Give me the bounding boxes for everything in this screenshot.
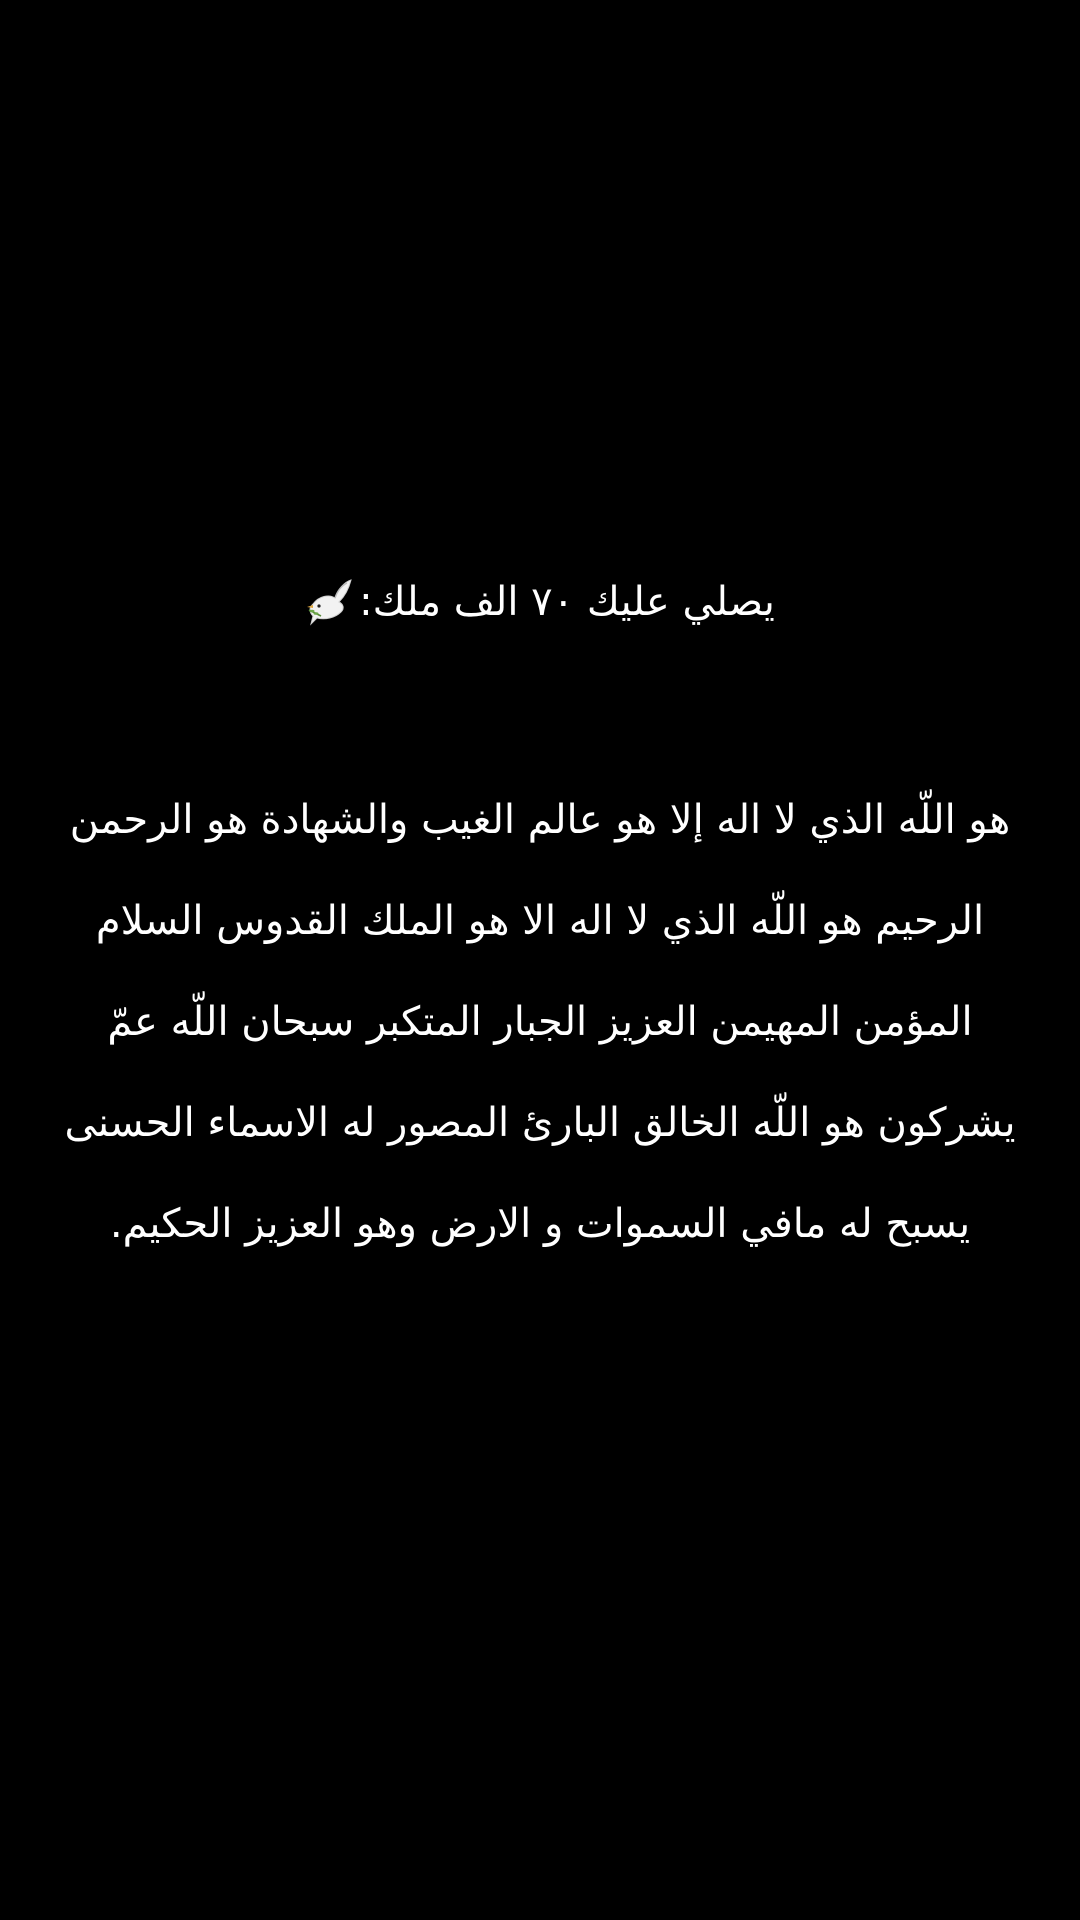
body-line: يسبح له مافي السموات و الارض وهو العزيز الحكيم. (109, 1201, 971, 1247)
body-line: المؤمن المهيمن العزيز الجبار المتكبر سبحان اللّه عمّ (107, 999, 973, 1045)
body-line: يشركون هو اللّه الخالق البارئ المصور له الاسماء الحسنى (64, 1100, 1016, 1146)
body-line: هو اللّه الذي لا اله إلا هو عالم الغيب والشهادة هو الرحمن (69, 797, 1011, 843)
body-text (50, 770, 1030, 1275)
heading (0, 568, 1080, 636)
dove-icon (305, 574, 355, 630)
heading-text: يصلي عليك ٧٠ الف ملك: (359, 579, 775, 625)
body-line: الرحيم هو اللّه الذي لا اله الا هو الملك القدوس السلام (95, 898, 985, 944)
